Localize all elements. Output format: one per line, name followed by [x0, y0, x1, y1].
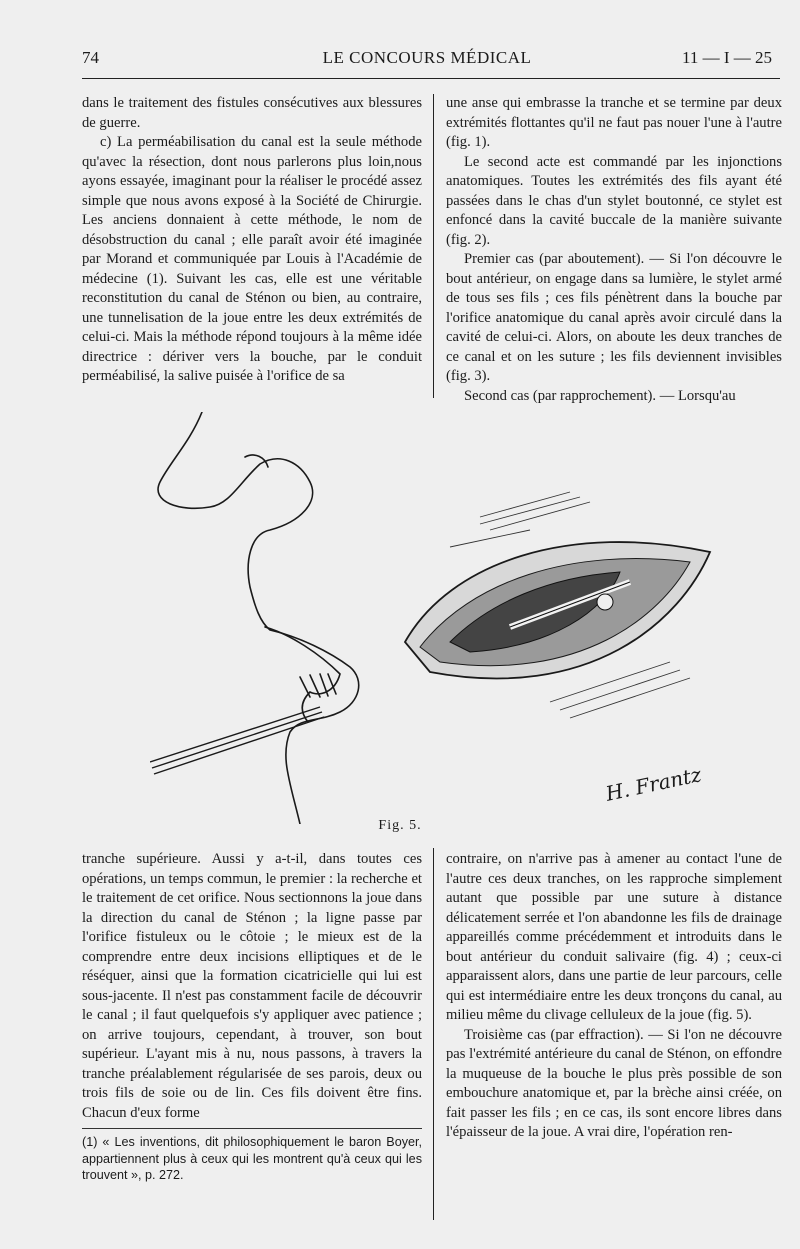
footnote: (1) « Les inventions, dit philosophiquement le baron Boyer, appartiennent plus à ceux qui les montrent qu'à ceux qui les trouvent », p. 272. [82, 1135, 422, 1182]
paragraph: Le second acte est commandé par les injonctions anatomiques. Toutes les extrémités des fils ayant été passées dans le chas d'un stylet boutonné, ce stylet est enfoncé dans la cavité buccale de la manière suivante (fig. 2). [446, 153, 782, 248]
journal-title: LE CONCOURS MÉDICAL [322, 48, 532, 67]
column-divider [433, 94, 434, 398]
wound-opening [405, 542, 710, 678]
header-rule [82, 78, 780, 79]
teeth [300, 674, 336, 697]
issue-date: 11 — I — 25 [681, 48, 772, 67]
page-number: 74 [82, 48, 99, 67]
column-divider [433, 848, 434, 1220]
surgical-illustration [150, 412, 730, 824]
column-top-right [446, 94, 782, 406]
artist-signature: H. Frantz [603, 762, 704, 806]
paragraph: Troisième cas (par effraction). — Si l'on ne découvre pas l'extrémité antérieure du canal de Sténon, on effondre la muqueuse de la bouche le plus près possible de son embouchure anatomique et, par la brèche ainsi créée, on fait passer les fils ; en ce cas, ils sont encore libres dans l'épaisseur de la joue. A vrai dire, l'opération ren- [446, 1026, 782, 1140]
paragraph: c) La perméabilisation du canal est la seule méthode qu'avec la résection, dont nous parlerons plus loin,nous ayons essayée, imaginant pour la réaliser le procédé assez simple que nous avons exposé à la Société de Chirurgie. Les anciens donnaient à cette méthode, le nom de désobstruction du canal ; elle paraît avoir été imaginée par Morand et communiquée par Louis à l'Académie de médecine (1). Suivant les cas, elle est une véritable reconstitution du canal de Sténon ou bien, au contraire, une tunnelisation de la joue entre les deux extrémités de celui-ci. Mais la méthode répond toujours à la même idée directrice : dériver vers la bouche, par le conduit perméabilisé, la salive puisée à l'orifice de sa [82, 134, 422, 384]
paragraph: contraire, on n'arrive pas à amener au contact l'une de l'autre ces deux tranches, on les rapproche simplement autant que possible par une suture à distance délicatement serrée et l'on abandonne les fils de drainage appareillés comme précédemment et introduits dans le bout antérieur du conduit salivaire (fig. 4) ; ceux-ci apparaissent alors, dans une partie de leur parcours, celle qui est intermédiaire entre les deux tronçons du canal, au milieu même du clivage celluleux de la joue (fig. 5). [446, 851, 782, 1023]
column-bottom-right [446, 850, 782, 1143]
paragraph: une anse qui embrasse la tranche et se termine par deux extrémités flottantes qu'il ne faut pas nouer l'une à l'autre (fig. 1). [446, 95, 782, 150]
nostril [245, 455, 268, 467]
page-header [82, 48, 772, 72]
column-top-left [82, 94, 422, 387]
footnote-rule [82, 1128, 422, 1129]
figure-caption: Fig. 5. [378, 818, 422, 833]
paragraph: dans le traitement des fistules consécutives aux blessures de guerre. [82, 95, 422, 131]
drain-threads [150, 707, 324, 774]
column-bottom-left [82, 850, 422, 1123]
paragraph: Second cas (par rapprochement). — Lorsqu'au [464, 387, 736, 404]
paragraph: Premier cas (par aboutement). — Si l'on découvre le bout antérieur, on engage dans sa lumière, le stylet armé de tous ses fils ; ces fils pénètrent dans la bouche par l'orifice anatomique du canal après avoir circulé dans la cavité de celui-ci. Alors, on aboute les deux tranches de ce canal et on les suture ; les fils deviennent invisibles (fig. 3). [446, 251, 782, 384]
paragraph: tranche supérieure. Aussi y a-t-il, dans toutes ces opérations, un temps commun, le premier : la recherche et le traitement de cet orifice. Nous sectionnons la joue dans la direction du canal de Sténon ; la ligne passe par l'orifice fistuleux ou le côtoie ; le mieux est de la comprendre entre deux incisions elliptiques et de le réséquer, ainsi que la formation cicatricielle qui lui est sous-jacente. Il n'est pas constamment facile de découvrir le canal ; il faut quelquefois s'y appliquer avec patience ; on arrive toujours, cependant, à trouver, son bout supérieur. L'ayant mis à nu, nous passons, à travers la tranche préalablement régularisée de ses parois, deux ou trois fils de soie ou de lin. Ces fils doivent être fins. Chacun d'eux forme [82, 851, 422, 1121]
